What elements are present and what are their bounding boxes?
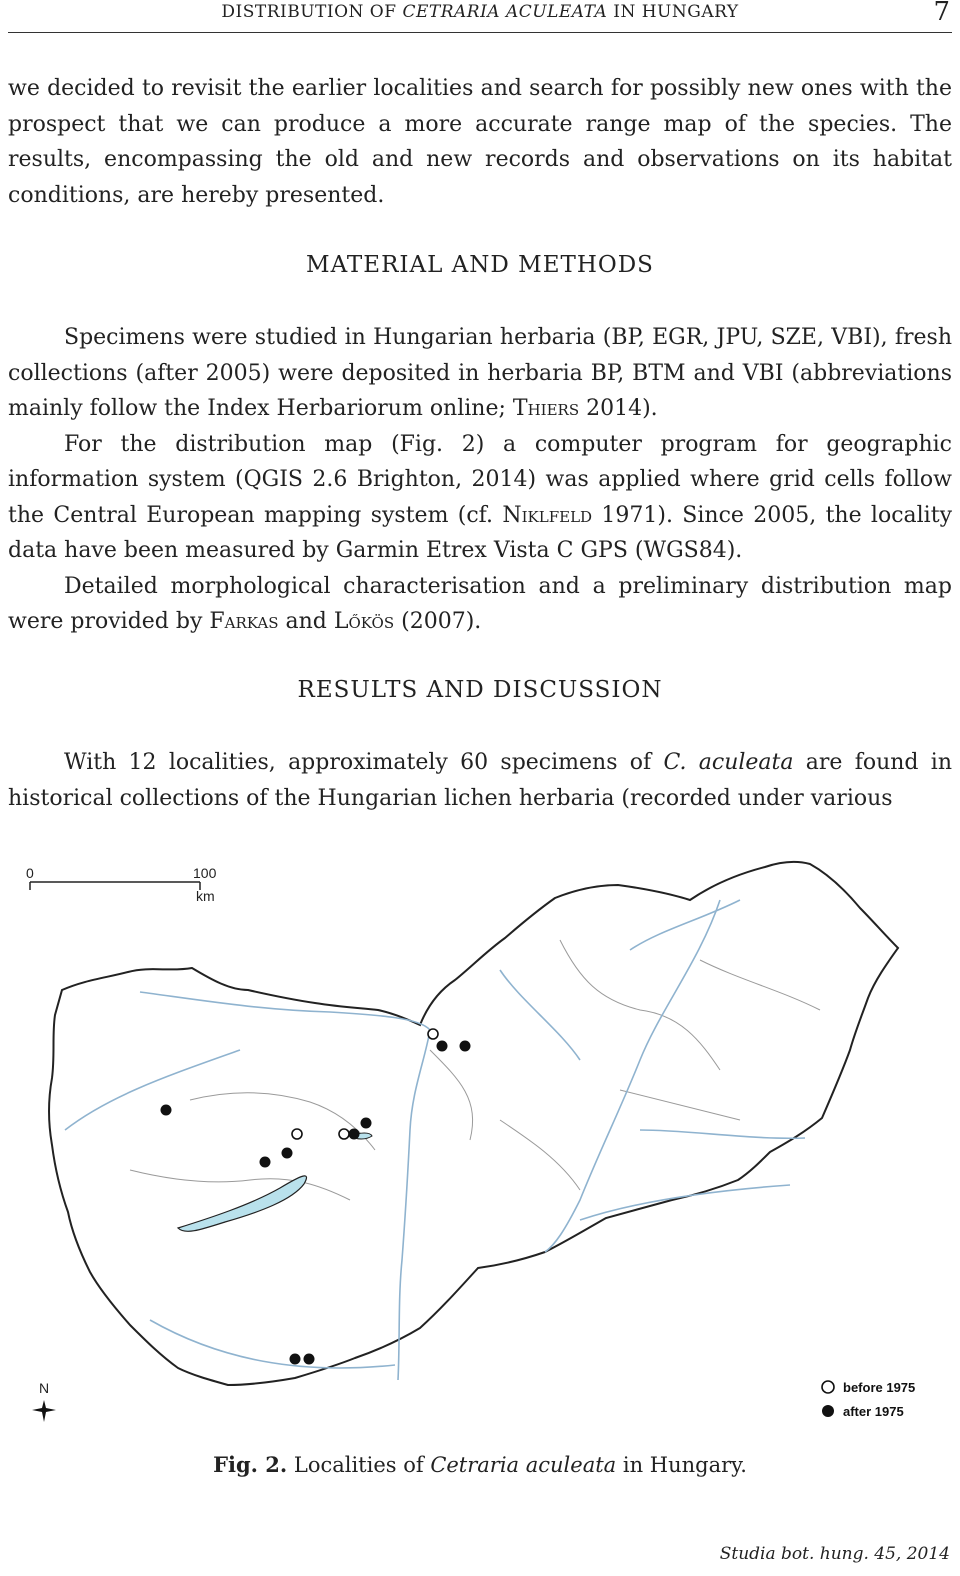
figure-caption — [0, 1452, 960, 1477]
legend-before-label: before 1975 — [843, 1380, 916, 1395]
running-head — [8, 0, 952, 33]
methods-p3-end: (2007). — [394, 609, 482, 634]
north-label: N — [39, 1380, 50, 1396]
methods-body — [8, 320, 952, 640]
citation-niklfeld: Niklfeld — [502, 502, 593, 528]
methods-p3-text: Detailed morphological characterisation and a preliminary distribution map were provided by — [8, 573, 952, 634]
locality-marker-before — [292, 1129, 302, 1139]
legend-after-label: after 1975 — [843, 1404, 904, 1419]
locality-marker-after — [282, 1148, 293, 1159]
citation-lokos: Lőkös — [333, 609, 395, 634]
citation-thiers: Thiers — [512, 396, 580, 421]
running-title-species: CETRARIA ACULEATA — [402, 2, 608, 22]
distribution-map-figure — [0, 840, 960, 1440]
locality-marker-before — [339, 1129, 349, 1139]
locality-marker-after — [437, 1041, 448, 1052]
methods-heading: MATERIAL AND METHODS — [306, 252, 654, 278]
results-p1-start: With 12 localities, approximately 60 specimens of — [64, 750, 664, 775]
journal-footer: Studia bot. hung. 45, 2014 — [719, 1544, 950, 1564]
map-legend — [822, 1380, 915, 1419]
methods-paragraph-3 — [8, 569, 952, 640]
scale-label-hundred: 100 — [193, 865, 217, 881]
page-number: 7 — [933, 0, 950, 27]
methods-p1-end: 2014). — [579, 396, 658, 421]
scale-label-zero: 0 — [26, 865, 34, 881]
scale-bar — [26, 865, 217, 904]
methods-p3-and: and — [278, 609, 334, 634]
caption-species: Cetraria aculeata — [430, 1453, 617, 1477]
locality-marker-after — [161, 1105, 172, 1116]
results-heading: RESULTS AND DISCUSSION — [297, 677, 663, 703]
scale-label-unit: km — [196, 888, 215, 904]
methods-p2-text: For the distribution map (Fig. 2) a computer program for geographic information system (QGIS 2.6 Brighton, 2014) was applied where grid cells follow the Central European mapping system (cf. — [8, 431, 952, 528]
citation-farkas: Farkas — [209, 609, 279, 634]
north-arrow — [32, 1380, 56, 1422]
methods-p2-end: 1971). Since 2005, the locality data have been measured by Garmin Etrex Vista C GPS (WGS84). — [8, 502, 952, 563]
distribution-map — [0, 840, 960, 1440]
results-p1-end: are found in historical collections of the Hungarian lichen herbaria (recorded under various — [8, 750, 952, 811]
running-title-prefix: DISTRIBUTION OF — [221, 2, 403, 22]
caption-text-after: in Hungary. — [616, 1453, 747, 1477]
methods-paragraph-2 — [8, 427, 952, 569]
legend-after-symbol — [822, 1405, 834, 1417]
locality-marker-after — [349, 1129, 360, 1140]
hungary-outline — [49, 862, 898, 1385]
intro-paragraph — [8, 71, 952, 213]
caption-label: Fig. 2. — [213, 1452, 288, 1477]
results-body — [8, 745, 952, 816]
results-species: C. aculeata — [663, 750, 794, 775]
locality-marker-after — [304, 1354, 315, 1365]
running-title — [8, 2, 952, 22]
methods-paragraph-1 — [8, 320, 952, 427]
caption-text-before: Localities of — [287, 1453, 431, 1477]
locality-marker-after — [361, 1118, 372, 1129]
running-title-suffix: IN HUNGARY — [607, 2, 739, 22]
locality-marker-after — [260, 1157, 271, 1168]
compass-star-icon — [32, 1400, 56, 1422]
locality-marker-after — [460, 1041, 471, 1052]
locality-marker-before — [428, 1029, 438, 1039]
locality-marker-after — [290, 1354, 301, 1365]
legend-before-symbol — [822, 1381, 834, 1393]
intro-text: we decided to revisit the earlier localities and search for possibly new ones with the prospect that we can produce a more accurate range map of the species. The results, encompassing the old and new records and observations on its habitat conditions, are hereby presented. — [8, 76, 952, 208]
results-paragraph-1 — [8, 745, 952, 816]
methods-p1-text: Specimens were studied in Hungarian herbaria (BP, EGR, JPU, SZE, VBI), fresh collections (after 2005) were deposited in herbaria BP, BTM and VBI (abbreviations mainly follow the Index Herbariorum online; — [8, 325, 952, 421]
